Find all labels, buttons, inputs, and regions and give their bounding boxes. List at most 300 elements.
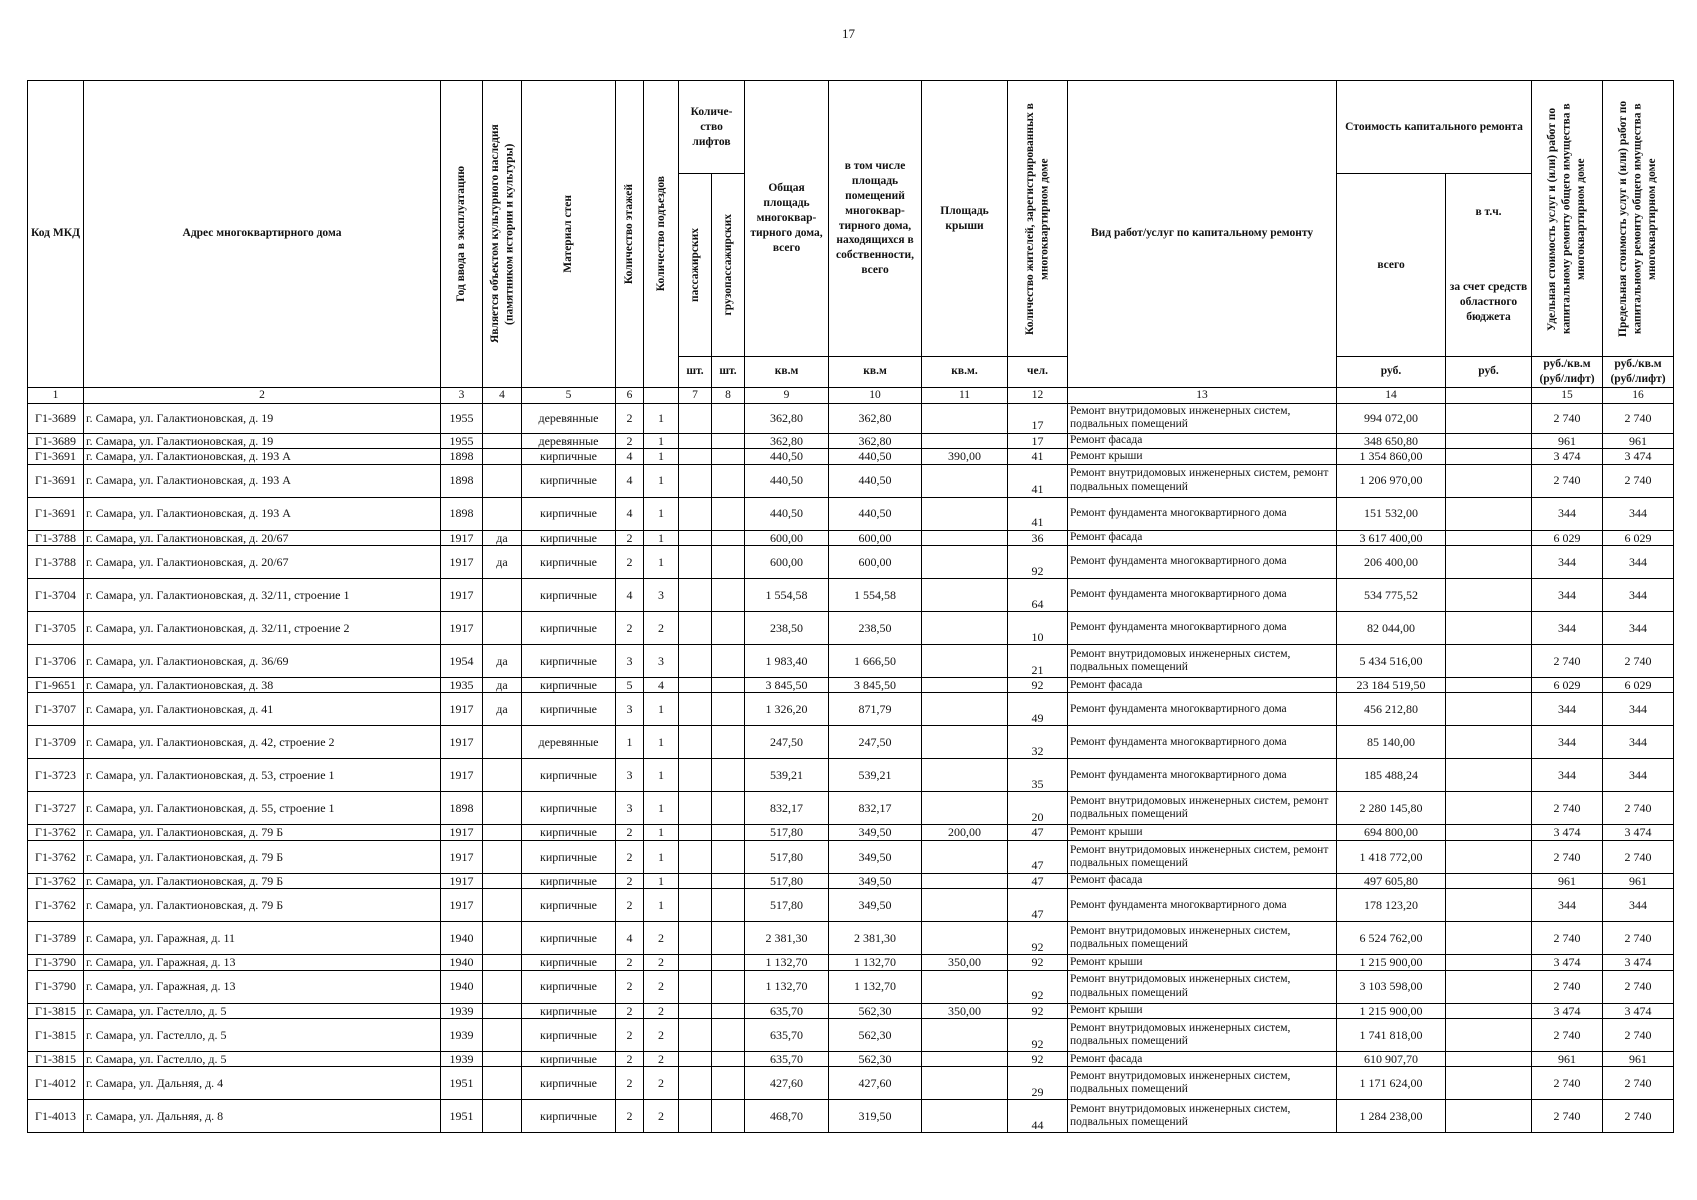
cell-area-owned: 1 132,70 <box>829 970 922 1003</box>
cell-year: 1939 <box>441 1019 483 1052</box>
cell-cost-total: 85 140,00 <box>1337 726 1446 759</box>
cell-heritage <box>483 579 522 612</box>
cell-heritage <box>483 433 522 448</box>
cell-heritage: да <box>483 645 522 678</box>
cell-cost-regional <box>1446 530 1532 545</box>
cell-material: кирпичные <box>522 1052 616 1067</box>
cell-material: кирпичные <box>522 497 616 530</box>
cell-residents: 64 <box>1008 579 1068 612</box>
cell-address: г. Самара, ул. Гаражная, д. 11 <box>84 922 441 955</box>
cell-max-cost: 344 <box>1603 546 1674 579</box>
cell-entrances: 3 <box>644 579 679 612</box>
header-area-owned: в том числе площадь помещений многоквар-тирного дома, находящихся в собственности, всего <box>829 81 922 357</box>
cell-floors: 2 <box>616 403 644 433</box>
cell-max-cost: 3 474 <box>1603 825 1674 840</box>
cell-unit-cost: 6 029 <box>1532 530 1603 545</box>
header-material: Материал стен <box>522 81 616 388</box>
cell-unit-cost: 344 <box>1532 693 1603 726</box>
cell-floors: 4 <box>616 579 644 612</box>
cell-code: Г1-3762 <box>28 840 84 873</box>
cell-cost-regional <box>1446 693 1532 726</box>
header-cost-total: всего <box>1337 174 1446 357</box>
cell-work-type: Ремонт внутридомовых инженерных систем, ремонт подвальных помещений <box>1068 792 1337 825</box>
cell-floors: 2 <box>616 530 644 545</box>
cell-residents: 10 <box>1008 612 1068 645</box>
cell-entrances: 1 <box>644 726 679 759</box>
cell-residents: 92 <box>1008 970 1068 1003</box>
cell-area-owned: 349,50 <box>829 889 922 922</box>
cell-material: кирпичные <box>522 1067 616 1100</box>
header-cost: Стоимость капитального ремонта <box>1337 81 1532 174</box>
cell-material: кирпичные <box>522 546 616 579</box>
cell-roof-area <box>922 792 1008 825</box>
cell-floors: 2 <box>616 433 644 448</box>
cell-heritage <box>483 825 522 840</box>
cell-cost-regional <box>1446 726 1532 759</box>
cell-cost-regional <box>1446 433 1532 448</box>
cell-roof-area <box>922 970 1008 1003</box>
cell-lifts-passenger <box>679 546 712 579</box>
cell-residents: 44 <box>1008 1100 1068 1133</box>
cell-code: Г1-3815 <box>28 1052 84 1067</box>
unit-lifts-passenger: шт. <box>679 357 712 388</box>
cell-code: Г1-3727 <box>28 792 84 825</box>
cell-roof-area <box>922 403 1008 433</box>
cell-address: г. Самара, ул. Галактионовская, д. 55, строение 1 <box>84 792 441 825</box>
cell-area-owned: 362,80 <box>829 403 922 433</box>
cell-residents: 41 <box>1008 497 1068 530</box>
cell-roof-area <box>922 464 1008 497</box>
cell-area-total: 3 845,50 <box>745 678 829 693</box>
cell-cost-regional <box>1446 1052 1532 1067</box>
cell-lifts-cargo <box>712 792 745 825</box>
cell-lifts-passenger <box>679 873 712 888</box>
cell-address: г. Самара, ул. Галактионовская, д. 20/67 <box>84 546 441 579</box>
cell-area-total: 362,80 <box>745 433 829 448</box>
cell-area-owned: 1 666,50 <box>829 645 922 678</box>
cell-lifts-cargo <box>712 693 745 726</box>
cell-residents: 41 <box>1008 464 1068 497</box>
cell-max-cost: 3 474 <box>1603 449 1674 464</box>
cell-unit-cost: 3 474 <box>1532 449 1603 464</box>
cell-entrances: 1 <box>644 464 679 497</box>
cell-max-cost: 6 029 <box>1603 678 1674 693</box>
cell-entrances: 2 <box>644 955 679 970</box>
cell-entrances: 2 <box>644 1003 679 1018</box>
cell-lifts-passenger <box>679 1100 712 1133</box>
cell-year: 1951 <box>441 1067 483 1100</box>
cell-roof-area: 200,00 <box>922 825 1008 840</box>
cell-residents: 92 <box>1008 1019 1068 1052</box>
cell-address: г. Самара, ул. Галактионовская, д. 79 Б <box>84 889 441 922</box>
cell-year: 1917 <box>441 530 483 545</box>
unit-cost-total: руб. <box>1337 357 1446 388</box>
cell-max-cost: 2 740 <box>1603 970 1674 1003</box>
cell-max-cost: 2 740 <box>1603 645 1674 678</box>
cell-unit-cost: 3 474 <box>1532 825 1603 840</box>
cell-area-total: 2 381,30 <box>745 922 829 955</box>
cell-floors: 2 <box>616 873 644 888</box>
column-number: 15 <box>1532 387 1603 403</box>
table-row <box>28 955 1674 970</box>
cell-cost-regional <box>1446 546 1532 579</box>
cell-work-type: Ремонт фасада <box>1068 873 1337 888</box>
cell-roof-area: 350,00 <box>922 1003 1008 1018</box>
cell-floors: 2 <box>616 970 644 1003</box>
cell-lifts-passenger <box>679 1019 712 1052</box>
cell-cost-regional <box>1446 449 1532 464</box>
cell-work-type: Ремонт внутридомовых инженерных систем, подвальных помещений <box>1068 970 1337 1003</box>
cell-max-cost: 2 740 <box>1603 1019 1674 1052</box>
header-unit-cost: Удельная стоимость услуг и (или) работ по капитальному ремонту общего имущества в многоквартирном доме <box>1532 81 1603 357</box>
cell-material: кирпичные <box>522 825 616 840</box>
cell-roof-area <box>922 759 1008 792</box>
cell-roof-area <box>922 433 1008 448</box>
cell-max-cost: 344 <box>1603 693 1674 726</box>
header-cost-regional-label: за счет средств областного бюджета <box>1449 281 1528 324</box>
cell-max-cost: 344 <box>1603 889 1674 922</box>
cell-area-total: 517,80 <box>745 840 829 873</box>
cell-entrances: 1 <box>644 546 679 579</box>
cell-material: кирпичные <box>522 759 616 792</box>
cell-material: кирпичные <box>522 970 616 1003</box>
cell-cost-total: 456 212,80 <box>1337 693 1446 726</box>
cell-entrances: 1 <box>644 449 679 464</box>
cell-year: 1898 <box>441 464 483 497</box>
table-row <box>28 889 1674 922</box>
cell-lifts-cargo <box>712 645 745 678</box>
table-row <box>28 1003 1674 1018</box>
cell-cost-total: 610 907,70 <box>1337 1052 1446 1067</box>
cell-year: 1955 <box>441 403 483 433</box>
cell-residents: 32 <box>1008 726 1068 759</box>
cell-address: г. Самара, ул. Галактионовская, д. 32/11, строение 2 <box>84 612 441 645</box>
cell-unit-cost: 2 740 <box>1532 645 1603 678</box>
cell-lifts-passenger <box>679 889 712 922</box>
column-number: 5 <box>522 387 616 403</box>
cell-heritage <box>483 726 522 759</box>
cell-cost-regional <box>1446 579 1532 612</box>
cell-material: кирпичные <box>522 579 616 612</box>
unit-roof-area: кв.м. <box>922 357 1008 388</box>
cell-entrances: 1 <box>644 792 679 825</box>
column-number: 1 <box>28 387 84 403</box>
table-row <box>28 759 1674 792</box>
cell-year: 1917 <box>441 726 483 759</box>
cell-unit-cost: 961 <box>1532 433 1603 448</box>
cell-work-type: Ремонт крыши <box>1068 449 1337 464</box>
cell-cost-regional <box>1446 678 1532 693</box>
cell-year: 1917 <box>441 825 483 840</box>
cell-cost-total: 206 400,00 <box>1337 546 1446 579</box>
cell-entrances: 1 <box>644 825 679 840</box>
cell-lifts-passenger <box>679 612 712 645</box>
cell-roof-area <box>922 1019 1008 1052</box>
cell-lifts-passenger <box>679 530 712 545</box>
table-row <box>28 970 1674 1003</box>
cell-area-owned: 562,30 <box>829 1052 922 1067</box>
cell-work-type: Ремонт внутридомовых инженерных систем, ремонт подвальных помещений <box>1068 840 1337 873</box>
table-row <box>28 612 1674 645</box>
cell-lifts-passenger <box>679 792 712 825</box>
header-area-total: Общая площадь многоквар-тирного дома, всего <box>745 81 829 357</box>
cell-unit-cost: 961 <box>1532 1052 1603 1067</box>
cell-lifts-passenger <box>679 403 712 433</box>
cell-max-cost: 344 <box>1603 759 1674 792</box>
cell-roof-area <box>922 1100 1008 1133</box>
cell-roof-area: 350,00 <box>922 955 1008 970</box>
cell-floors: 2 <box>616 1100 644 1133</box>
cell-area-owned: 440,50 <box>829 497 922 530</box>
page-number: 17 <box>842 26 855 41</box>
cell-area-total: 468,70 <box>745 1100 829 1133</box>
cell-address: г. Самара, ул. Галактионовская, д. 193 А <box>84 497 441 530</box>
cell-entrances: 1 <box>644 889 679 922</box>
cell-roof-area <box>922 889 1008 922</box>
cell-residents: 92 <box>1008 546 1068 579</box>
cell-material: кирпичные <box>522 693 616 726</box>
cell-year: 1940 <box>441 970 483 1003</box>
cell-area-total: 440,50 <box>745 449 829 464</box>
cell-lifts-passenger <box>679 579 712 612</box>
cell-area-total: 427,60 <box>745 1067 829 1100</box>
cell-cost-total: 1 354 860,00 <box>1337 449 1446 464</box>
cell-cost-total: 348 650,80 <box>1337 433 1446 448</box>
cell-lifts-passenger <box>679 449 712 464</box>
cell-area-owned: 600,00 <box>829 546 922 579</box>
cell-area-total: 635,70 <box>745 1003 829 1018</box>
cell-heritage <box>483 403 522 433</box>
cell-roof-area <box>922 579 1008 612</box>
cell-area-owned: 832,17 <box>829 792 922 825</box>
cell-entrances: 2 <box>644 1100 679 1133</box>
cell-area-owned: 349,50 <box>829 825 922 840</box>
cell-cost-total: 5 434 516,00 <box>1337 645 1446 678</box>
cell-work-type: Ремонт фундамента многоквартирного дома <box>1068 726 1337 759</box>
cell-cost-regional <box>1446 873 1532 888</box>
cell-year: 1951 <box>441 1100 483 1133</box>
cell-area-owned: 871,79 <box>829 693 922 726</box>
cell-heritage: да <box>483 530 522 545</box>
cell-area-total: 517,80 <box>745 873 829 888</box>
cell-code: Г1-3762 <box>28 825 84 840</box>
cell-lifts-cargo <box>712 955 745 970</box>
cell-address: г. Самара, ул. Галактионовская, д. 53, строение 1 <box>84 759 441 792</box>
header-lifts: Количе-ство лифтов <box>679 81 745 174</box>
cell-area-total: 1 132,70 <box>745 955 829 970</box>
cell-work-type: Ремонт внутридомовых инженерных систем, подвальных помещений <box>1068 1019 1337 1052</box>
cell-residents: 36 <box>1008 530 1068 545</box>
cell-heritage <box>483 497 522 530</box>
cell-max-cost: 2 740 <box>1603 840 1674 873</box>
cell-code: Г1-4012 <box>28 1067 84 1100</box>
cell-entrances: 3 <box>644 645 679 678</box>
cell-entrances: 1 <box>644 840 679 873</box>
cell-entrances: 1 <box>644 403 679 433</box>
cell-year: 1898 <box>441 497 483 530</box>
cell-roof-area <box>922 693 1008 726</box>
cell-entrances: 2 <box>644 1019 679 1052</box>
cell-year: 1940 <box>441 955 483 970</box>
cell-cost-total: 1 215 900,00 <box>1337 1003 1446 1018</box>
cell-area-total: 238,50 <box>745 612 829 645</box>
cell-cost-regional <box>1446 955 1532 970</box>
cell-cost-regional <box>1446 1019 1532 1052</box>
cell-lifts-cargo <box>712 449 745 464</box>
cell-address: г. Самара, ул. Галактионовская, д. 193 А <box>84 464 441 497</box>
cell-code: Г1-3762 <box>28 873 84 888</box>
cell-lifts-passenger <box>679 1003 712 1018</box>
column-number-row <box>28 387 1674 403</box>
header-year: Год ввода в эксплуатацию <box>441 81 483 388</box>
cell-heritage <box>483 464 522 497</box>
cell-work-type: Ремонт крыши <box>1068 1003 1337 1018</box>
cell-code: Г1-3704 <box>28 579 84 612</box>
cell-area-owned: 539,21 <box>829 759 922 792</box>
cell-floors: 5 <box>616 678 644 693</box>
cell-heritage: да <box>483 546 522 579</box>
cell-lifts-passenger <box>679 955 712 970</box>
cell-residents: 17 <box>1008 433 1068 448</box>
header-cost-incl: в т.ч. <box>1475 206 1502 219</box>
cell-area-total: 635,70 <box>745 1052 829 1067</box>
cell-unit-cost: 344 <box>1532 546 1603 579</box>
cell-roof-area <box>922 840 1008 873</box>
unit-area-total: кв.м <box>745 357 829 388</box>
cell-address: г. Самара, ул. Гастелло, д. 5 <box>84 1052 441 1067</box>
cell-unit-cost: 344 <box>1532 759 1603 792</box>
header-address: Адрес многоквартирного дома <box>84 81 441 388</box>
cell-code: Г1-3691 <box>28 449 84 464</box>
cell-heritage: да <box>483 678 522 693</box>
cell-cost-total: 694 800,00 <box>1337 825 1446 840</box>
cell-cost-total: 82 044,00 <box>1337 612 1446 645</box>
cell-unit-cost: 961 <box>1532 873 1603 888</box>
cell-material: деревянные <box>522 726 616 759</box>
cell-roof-area <box>922 612 1008 645</box>
cell-lifts-cargo <box>712 612 745 645</box>
column-number <box>644 387 679 403</box>
cell-cost-total: 178 123,20 <box>1337 889 1446 922</box>
cell-residents: 35 <box>1008 759 1068 792</box>
cell-cost-total: 23 184 519,50 <box>1337 678 1446 693</box>
cell-residents: 29 <box>1008 1067 1068 1100</box>
cell-floors: 2 <box>616 1067 644 1100</box>
cell-floors: 3 <box>616 759 644 792</box>
cell-work-type: Ремонт крыши <box>1068 825 1337 840</box>
cell-work-type: Ремонт внутридомовых инженерных систем, подвальных помещений <box>1068 1100 1337 1133</box>
cell-address: г. Самара, ул. Гастелло, д. 5 <box>84 1003 441 1018</box>
column-number: 6 <box>616 387 644 403</box>
cell-roof-area <box>922 546 1008 579</box>
cell-entrances: 1 <box>644 759 679 792</box>
cell-lifts-cargo <box>712 1052 745 1067</box>
cell-work-type: Ремонт фундамента многоквартирного дома <box>1068 693 1337 726</box>
cell-entrances: 2 <box>644 1067 679 1100</box>
cell-address: г. Самара, ул. Галактионовская, д. 20/67 <box>84 530 441 545</box>
cell-roof-area <box>922 678 1008 693</box>
cell-lifts-passenger <box>679 678 712 693</box>
cell-cost-total: 994 072,00 <box>1337 403 1446 433</box>
cell-roof-area <box>922 530 1008 545</box>
cell-material: кирпичные <box>522 464 616 497</box>
cell-lifts-cargo <box>712 546 745 579</box>
cell-cost-regional <box>1446 612 1532 645</box>
header-code: Код МКД <box>28 81 84 388</box>
cell-code: Г1-4013 <box>28 1100 84 1133</box>
cell-heritage <box>483 1067 522 1100</box>
cell-unit-cost: 2 740 <box>1532 1067 1603 1100</box>
cell-cost-total: 497 605,80 <box>1337 873 1446 888</box>
cell-entrances: 1 <box>644 530 679 545</box>
cell-max-cost: 2 740 <box>1603 1067 1674 1100</box>
cell-material: кирпичные <box>522 889 616 922</box>
cell-cost-regional <box>1446 1067 1532 1100</box>
table-row <box>28 645 1674 678</box>
cell-residents: 92 <box>1008 922 1068 955</box>
cell-residents: 92 <box>1008 955 1068 970</box>
table-row <box>28 922 1674 955</box>
cell-lifts-cargo <box>712 1067 745 1100</box>
cell-max-cost: 344 <box>1603 726 1674 759</box>
table-row <box>28 825 1674 840</box>
cell-lifts-passenger <box>679 759 712 792</box>
cell-lifts-passenger <box>679 1067 712 1100</box>
table-row <box>28 792 1674 825</box>
column-number: 7 <box>679 387 712 403</box>
cell-heritage <box>483 449 522 464</box>
cell-floors: 3 <box>616 792 644 825</box>
cell-residents: 21 <box>1008 645 1068 678</box>
table-row <box>28 1019 1674 1052</box>
cell-work-type: Ремонт внутридомовых инженерных систем, ремонт подвальных помещений <box>1068 464 1337 497</box>
cell-heritage <box>483 759 522 792</box>
cell-floors: 2 <box>616 612 644 645</box>
cell-unit-cost: 3 474 <box>1532 1003 1603 1018</box>
cell-max-cost: 344 <box>1603 612 1674 645</box>
table-row <box>28 546 1674 579</box>
cell-area-owned: 600,00 <box>829 530 922 545</box>
cell-roof-area <box>922 1052 1008 1067</box>
cell-floors: 3 <box>616 693 644 726</box>
cell-lifts-passenger <box>679 726 712 759</box>
cell-unit-cost: 344 <box>1532 612 1603 645</box>
cell-lifts-cargo <box>712 840 745 873</box>
cell-year: 1940 <box>441 922 483 955</box>
cell-unit-cost: 2 740 <box>1532 840 1603 873</box>
cell-entrances: 1 <box>644 693 679 726</box>
cell-lifts-cargo <box>712 497 745 530</box>
cell-max-cost: 2 740 <box>1603 922 1674 955</box>
cell-code: Г1-9651 <box>28 678 84 693</box>
cell-area-total: 635,70 <box>745 1019 829 1052</box>
cell-unit-cost: 3 474 <box>1532 955 1603 970</box>
column-number: 2 <box>84 387 441 403</box>
cell-lifts-cargo <box>712 759 745 792</box>
cell-cost-regional <box>1446 759 1532 792</box>
cell-work-type: Ремонт фасада <box>1068 433 1337 448</box>
cell-address: г. Самара, ул. Галактионовская, д. 79 Б <box>84 825 441 840</box>
cell-area-owned: 1 554,58 <box>829 579 922 612</box>
cell-year: 1898 <box>441 449 483 464</box>
cell-year: 1917 <box>441 840 483 873</box>
cell-residents: 92 <box>1008 1052 1068 1067</box>
cell-address: г. Самара, ул. Галактионовская, д. 79 Б <box>84 873 441 888</box>
cell-code: Г1-3790 <box>28 970 84 1003</box>
cell-area-owned: 440,50 <box>829 449 922 464</box>
cell-lifts-cargo <box>712 873 745 888</box>
table-header <box>28 81 1674 404</box>
